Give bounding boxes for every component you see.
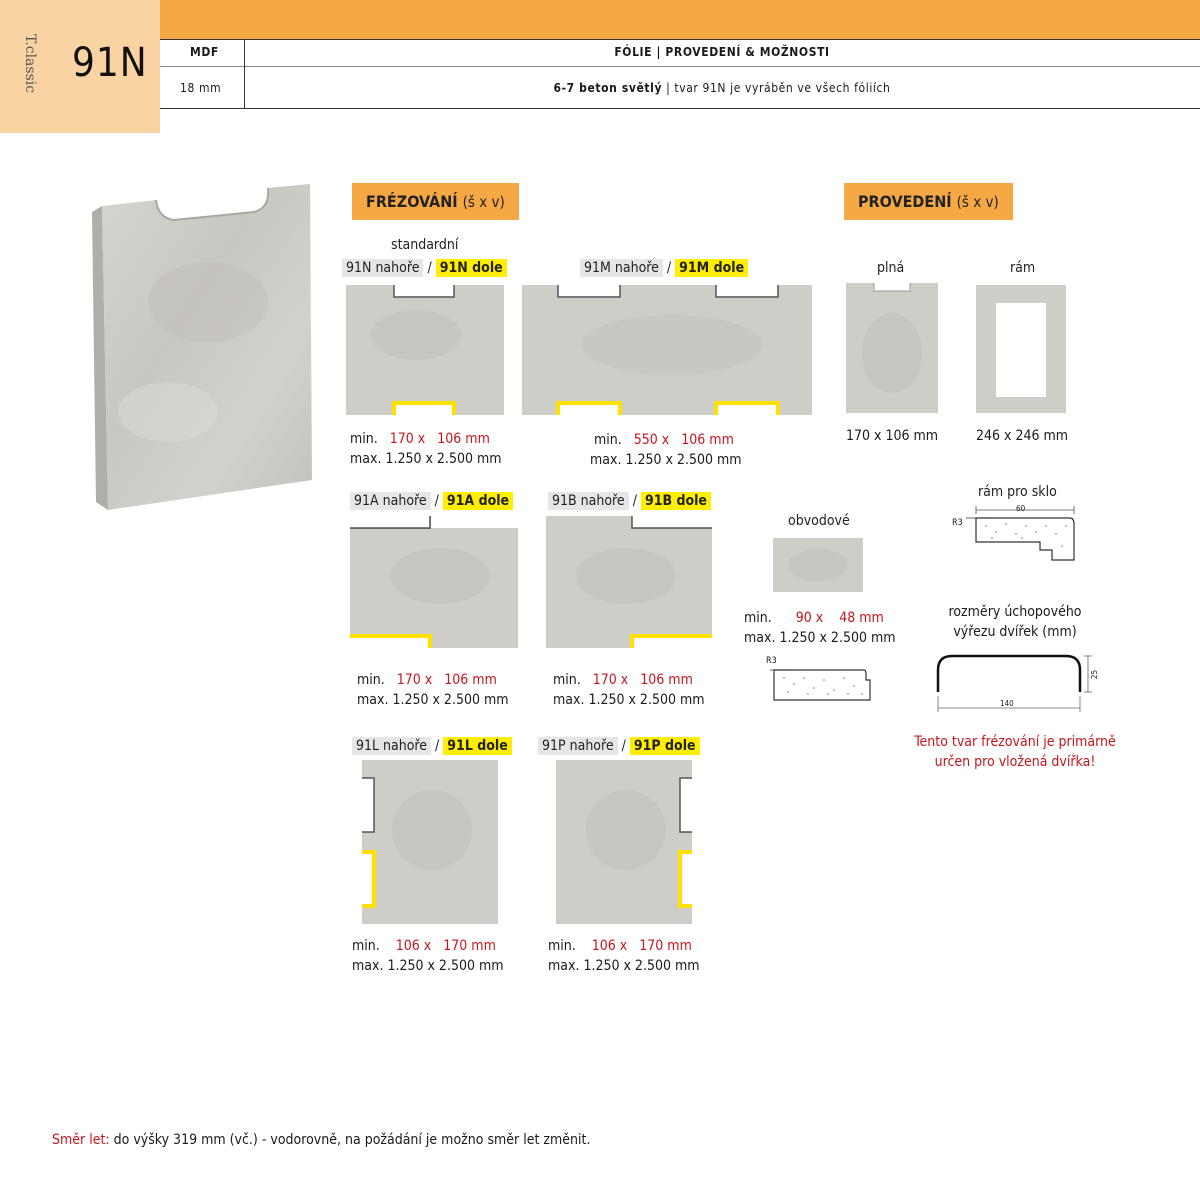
header-rule-3 — [160, 108, 1200, 109]
header-orange-bar — [160, 0, 1200, 39]
panel-91m — [522, 285, 814, 417]
tag-top-91m: 91M nahoře — [580, 259, 663, 277]
panel-91n — [346, 285, 506, 417]
tag-slash: / — [434, 493, 439, 509]
tag-top-91b: 91B nahoře — [548, 492, 629, 510]
ram-sklo-width: 60 — [1016, 504, 1026, 513]
min-width-91n: 170 x — [389, 431, 426, 447]
variant-91m-tags — [580, 260, 748, 276]
note-line1: Tento tvar frézování je primárně — [914, 734, 1116, 750]
dims-91l — [352, 936, 504, 976]
panel-plna — [846, 283, 938, 413]
tag-bottom-91n: 91N dole — [436, 259, 507, 277]
min-height-91m: 106 mm — [681, 432, 734, 448]
min-prefix: min. — [553, 672, 581, 688]
min-width-91m: 550 x — [633, 432, 670, 448]
min-prefix: min. — [594, 432, 622, 448]
cutout-diagram — [930, 648, 1110, 718]
dims-91m — [590, 430, 742, 470]
obvodove-min-height: 48 mm — [839, 610, 884, 626]
min-width-91l: 106 x — [395, 938, 432, 954]
milling-section-tab — [352, 183, 519, 220]
max-size-obvodove: max. 1.250 x 2.500 mm — [744, 630, 896, 646]
max-size-91m: max. 1.250 x 2.500 mm — [590, 452, 742, 468]
milling-tab-sub: (š x v) — [462, 193, 505, 211]
tag-bottom-91a: 91A dole — [443, 492, 513, 510]
versions-tab-sub: (š x v) — [956, 193, 999, 211]
footer-text: do výšky 319 mm (vč.) - vodorovně, na požádání je možno směr let změnit. — [109, 1132, 591, 1148]
tag-top-91a: 91A nahoře — [350, 492, 431, 510]
min-height-91b: 106 mm — [640, 672, 693, 688]
dims-91n — [350, 429, 502, 469]
min-height-91a: 106 mm — [444, 672, 497, 688]
cutout-title-line2: výřezu dvířek (mm) — [953, 624, 1077, 640]
max-size-91l: max. 1.250 x 2.500 mm — [352, 958, 504, 974]
max-size-91a: max. 1.250 x 2.500 mm — [357, 692, 509, 708]
standard-label: standardní — [391, 237, 459, 253]
max-size-91p: max. 1.250 x 2.500 mm — [548, 958, 700, 974]
dims-91a — [357, 670, 509, 710]
cutout-dimensions-title — [940, 602, 1090, 642]
tag-slash: / — [666, 260, 672, 276]
brand-logo — [18, 34, 38, 104]
variant-91b-tags — [548, 493, 711, 509]
ram-sklo-label: rám pro sklo — [978, 484, 1057, 500]
tag-slash: / — [632, 493, 637, 509]
variant-91n-tags — [342, 260, 507, 276]
cutout-title-line1: rozměry úchopového — [948, 604, 1082, 620]
min-height-91p: 170 mm — [639, 938, 692, 954]
ram-size: 246 x 246 mm — [976, 428, 1069, 444]
panel-91b — [546, 516, 714, 650]
dims-91p — [548, 936, 700, 976]
tag-bottom-91b: 91B dole — [641, 492, 711, 510]
milling-tab-title: FRÉZOVÁNÍ — [366, 192, 458, 211]
product-code: 91N — [72, 40, 148, 86]
plna-size: 170 x 106 mm — [846, 428, 939, 444]
panel-91p — [556, 760, 696, 928]
footer-label: Směr let: — [52, 1132, 110, 1148]
foil-name: 6-7 beton světlý — [553, 81, 663, 95]
min-prefix: min. — [357, 672, 385, 688]
min-height-91l: 170 mm — [443, 938, 496, 954]
versions-section-tab — [844, 183, 1013, 220]
brand-name: T.classic — [22, 34, 38, 94]
milling-note — [900, 732, 1130, 772]
min-width-91a: 170 x — [396, 672, 433, 688]
dims-91b — [553, 670, 705, 710]
profile-radius-label: R3 — [766, 656, 777, 666]
variant-91p-tags — [538, 738, 700, 754]
min-prefix: min. — [548, 938, 576, 954]
min-width-91p: 106 x — [591, 938, 628, 954]
note-line2: určen pro vložená dvířka! — [934, 754, 1096, 770]
tag-slash: / — [435, 738, 440, 754]
tag-bottom-91m: 91M dole — [675, 259, 748, 277]
cutout-width: 140 — [1000, 699, 1014, 708]
ram-sklo-radius: R3 — [952, 518, 963, 528]
cutout-height: 25 — [1090, 669, 1100, 680]
panel-91a — [350, 516, 520, 650]
footer-note — [52, 1132, 590, 1148]
ram-label: rám — [1010, 260, 1036, 276]
min-width-91b: 170 x — [592, 672, 629, 688]
header-rule-2 — [160, 66, 1200, 67]
panel-obvodove — [773, 538, 865, 594]
tag-bottom-91p: 91P dole — [630, 737, 700, 755]
panel-ram — [976, 285, 1066, 413]
tag-bottom-91l: 91L dole — [443, 737, 511, 755]
versions-tab-title: PROVEDENÍ — [858, 192, 952, 211]
tag-slash: / — [427, 260, 432, 276]
tag-top-91n: 91N nahoře — [342, 259, 423, 277]
door-perspective-image — [88, 182, 318, 522]
max-size-91n: max. 1.250 x 2.500 mm — [350, 451, 502, 467]
obvodove-min-width: 90 x — [795, 610, 824, 626]
tag-top-91p: 91P nahoře — [538, 737, 618, 755]
variant-91l-tags — [352, 738, 512, 754]
panel-91l — [362, 760, 502, 928]
variant-91a-tags — [350, 493, 513, 509]
max-size-91b: max. 1.250 x 2.500 mm — [553, 692, 705, 708]
obvodove-label: obvodové — [788, 513, 850, 529]
plna-label: plná — [877, 260, 905, 276]
profile-obvodove-diagram — [770, 664, 880, 706]
min-prefix: min. — [350, 431, 378, 447]
header-rule-1 — [160, 39, 1200, 40]
material-label: MDF — [190, 45, 219, 59]
thickness-value: 18 mm — [180, 81, 222, 95]
dims-obvodove — [744, 608, 896, 648]
min-prefix: min. — [352, 938, 380, 954]
foil-info — [244, 81, 1200, 95]
tag-top-91l: 91L nahoře — [352, 737, 431, 755]
min-height-91n: 106 mm — [437, 431, 490, 447]
min-prefix: min. — [744, 610, 772, 626]
foil-note: | tvar 91N je vyráběn ve všech fóliích — [662, 81, 891, 95]
header-title: FÓLIE | PROVEDENÍ & MOŽNOSTI — [614, 45, 830, 59]
tag-slash: / — [621, 738, 626, 754]
